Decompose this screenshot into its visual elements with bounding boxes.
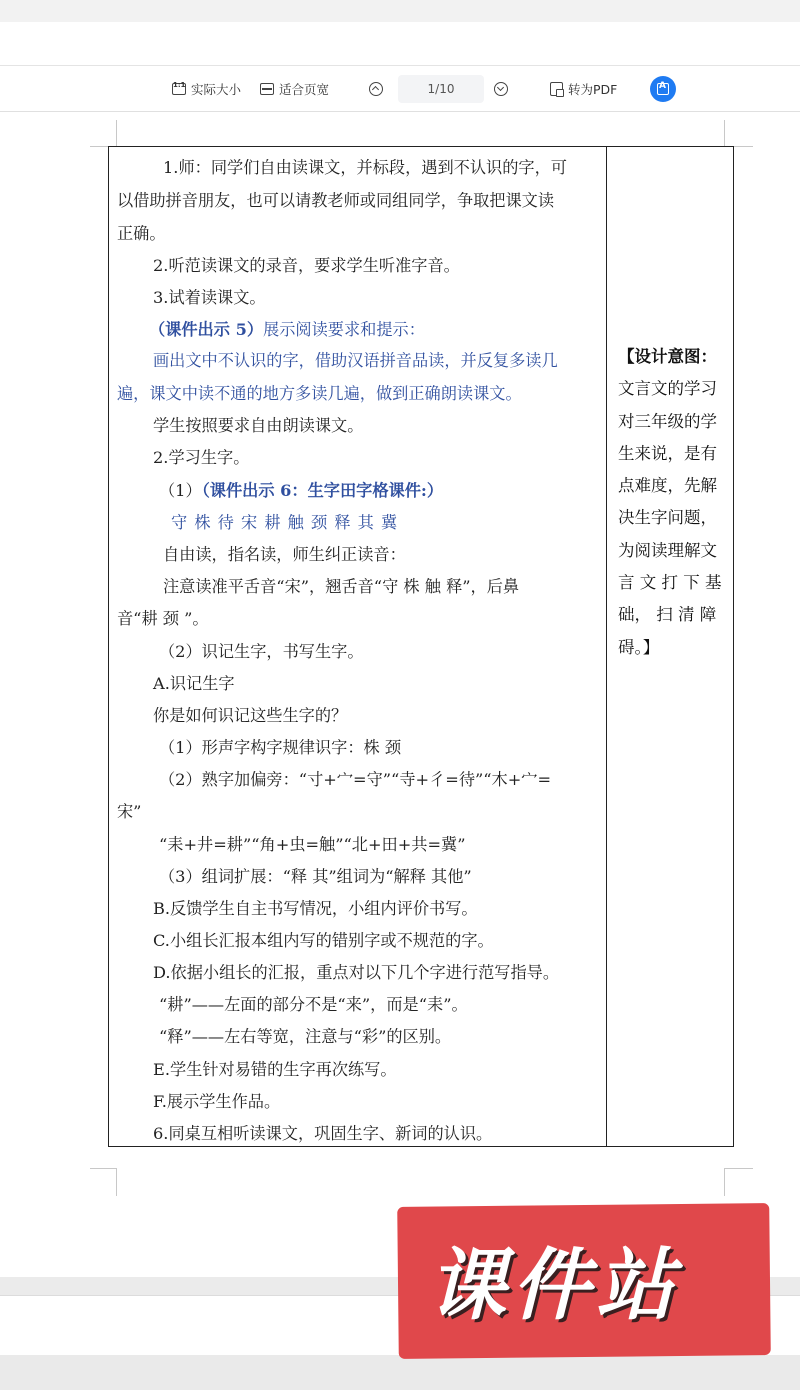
lesson-line: A.识记生字 bbox=[153, 674, 235, 693]
lesson-line: 2.听范读课文的录音，要求学生听准字音。 bbox=[153, 256, 460, 275]
design-note-line: 碍。】 bbox=[618, 637, 660, 657]
lesson-line: 6.同桌互相听读课文，巩固生字、新词的认识。 bbox=[153, 1124, 493, 1143]
lesson-line: 自由读，指名读，师生纠正读音： bbox=[163, 545, 406, 564]
lesson-line: F.展示学生作品。 bbox=[153, 1092, 281, 1111]
to-pdf-label: 转为PDF bbox=[568, 82, 618, 97]
page-indicator[interactable] bbox=[398, 75, 484, 103]
lesson-line: 3.试着读课文。 bbox=[153, 288, 266, 307]
lesson-content-cell bbox=[109, 147, 607, 1146]
lesson-line: 正确。 bbox=[117, 224, 166, 243]
lesson-table bbox=[108, 146, 734, 1147]
lesson-line: 遍，课文中读不通的地方多读几遍，做到正确朗读课文。 bbox=[117, 384, 522, 403]
lesson-line: （3）组词扩展：“释 其”组词为“解释 其他” bbox=[159, 867, 472, 886]
design-note-cell bbox=[608, 147, 733, 1146]
actual-size-button[interactable] bbox=[172, 78, 241, 100]
lesson-line: 1.师：同学们自由读课文，并标段，遇到不认识的字，可 bbox=[163, 158, 567, 177]
crop-mark bbox=[724, 120, 725, 146]
actual-size-label: 实际大小 bbox=[191, 82, 242, 97]
courseware-tag: （课件出示 5） bbox=[149, 320, 264, 339]
fit-width-icon bbox=[260, 83, 274, 95]
design-note-line: 生来说，是有 bbox=[618, 443, 717, 463]
lesson-line: “耕”——左面的部分不是“来”，而是“耒”。 bbox=[159, 995, 468, 1014]
lesson-line: D.依据小组长的汇报，重点对以下几个字进行范写指导。 bbox=[153, 963, 560, 982]
courseware-tag: （课件出示 6：生字田字格课件:） bbox=[201, 481, 444, 500]
lesson-line bbox=[159, 480, 443, 502]
design-note-line: 决生字问题， bbox=[618, 508, 717, 528]
chevron-up-icon bbox=[369, 82, 383, 96]
lesson-line: 学生按照要求自由朗读课文。 bbox=[153, 416, 364, 435]
fit-width-button[interactable] bbox=[260, 78, 329, 100]
courseware-text: 展示阅读要求和提示： bbox=[263, 320, 425, 339]
design-note-heading: 【设计意图： bbox=[618, 347, 717, 366]
design-note-line: 础， 扫 清 障 bbox=[618, 605, 717, 625]
actual-size-icon bbox=[172, 83, 186, 95]
new-characters: 守 株 待 宋 耕 触 颈 释 其 冀 bbox=[171, 513, 399, 532]
design-note bbox=[618, 341, 730, 664]
lesson-line: E.学生针对易错的生字再次练写。 bbox=[153, 1060, 397, 1079]
next-page-button[interactable] bbox=[494, 78, 508, 100]
to-pdf-button[interactable] bbox=[550, 78, 617, 100]
lesson-line: “释”——左右等宽，注意与“彩”的区别。 bbox=[159, 1027, 452, 1046]
design-note-line: 点难度，先解 bbox=[618, 476, 717, 496]
lesson-line: 你是如何识记这些生字的？ bbox=[153, 706, 348, 725]
lesson-line: 2.学习生字。 bbox=[153, 448, 250, 467]
ai-icon bbox=[657, 83, 669, 95]
lesson-line: 注意读准平舌音“宋”，翘舌音“守 株 触 释”，后鼻 bbox=[163, 577, 520, 596]
crop-mark bbox=[725, 1168, 753, 1169]
crop-mark bbox=[116, 120, 117, 146]
item-number: （1） bbox=[159, 481, 202, 500]
prev-page-button[interactable] bbox=[369, 78, 383, 100]
lesson-line: 以借助拼音朋友，也可以请教老师或同组同学，争取把课文读 bbox=[117, 191, 555, 210]
design-note-line: 为阅读理解文 bbox=[618, 540, 717, 560]
design-note-line: 言 文 打 下 基 bbox=[618, 573, 722, 593]
design-note-line: 对三年级的学 bbox=[618, 411, 717, 431]
crop-mark bbox=[724, 1168, 725, 1196]
lesson-line: “耒+井=耕”“角+虫=触”“北+田+共=冀” bbox=[159, 835, 466, 854]
page-indicator-text: 1/10 bbox=[427, 82, 455, 96]
lesson-line bbox=[149, 319, 425, 341]
lesson-line: 音“耕 颈 ”。 bbox=[117, 609, 209, 628]
lesson-line: （2）识记生字，书写生字。 bbox=[159, 642, 364, 661]
lesson-line: 画出文中不认识的字，借助汉语拼音品读，并反复多读几 bbox=[153, 351, 558, 370]
lesson-line: B.反馈学生自主书写情况，小组内评价书写。 bbox=[153, 899, 478, 918]
watermark-text: 课件站 bbox=[428, 1241, 681, 1331]
lesson-line: （2）熟字加偏旁：“寸+宀=守”“寺+彳=待”“木+宀= bbox=[159, 770, 552, 789]
crop-mark bbox=[116, 1168, 117, 1196]
ai-assistant-button[interactable] bbox=[650, 76, 676, 102]
design-note-line: 文言文的学习 bbox=[618, 379, 717, 399]
crop-mark bbox=[90, 1168, 116, 1169]
fit-width-label: 适合页宽 bbox=[279, 82, 330, 97]
window-top-strip bbox=[0, 0, 800, 22]
lesson-line: （1）形声字构字规律识字：株 颈 bbox=[159, 738, 402, 757]
bottom-strip bbox=[0, 1355, 800, 1390]
watermark-logo bbox=[398, 1205, 770, 1357]
pdf-icon bbox=[550, 82, 563, 96]
chevron-down-icon bbox=[494, 82, 508, 96]
lesson-line: C.小组长汇报本组内写的错别字或不规范的字。 bbox=[153, 931, 494, 950]
viewer-toolbar bbox=[0, 66, 800, 112]
tab-band bbox=[0, 22, 800, 66]
lesson-line: 宋” bbox=[117, 802, 142, 821]
